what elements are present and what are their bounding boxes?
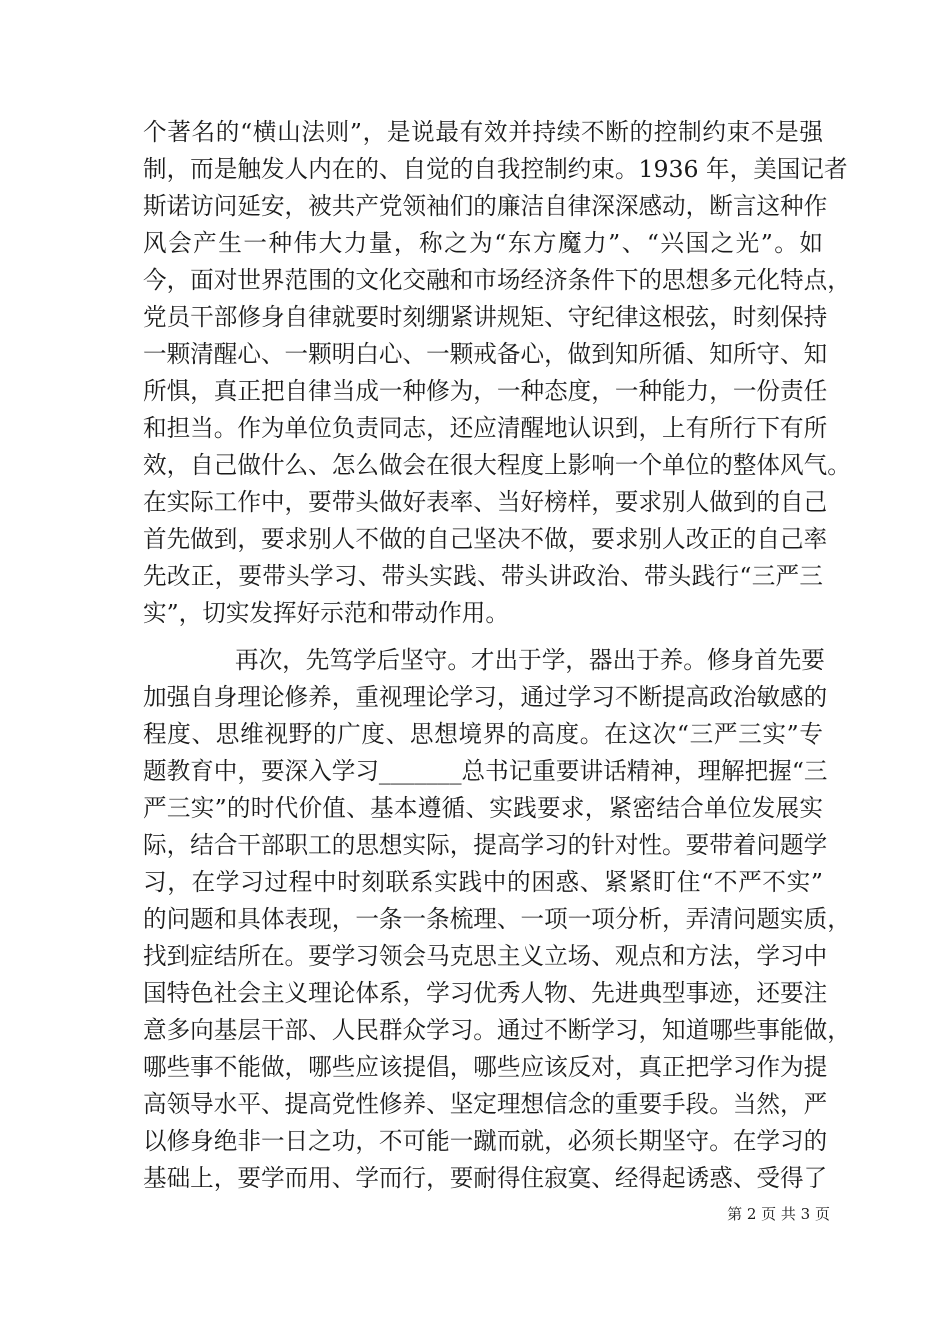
- text-line: 严三实”的时代价值、基本遵循、实践要求，紧密结合单位发展实: [143, 794, 823, 822]
- paragraph-1: [143, 114, 851, 632]
- text-line: 习，在学习过程中时刻联系实践中的困惑、紧紧盯住“不严不实”: [143, 868, 823, 896]
- text-line: 效，自己做什么、怎么做会在很大程度上影响一个单位的整体风气。: [143, 451, 851, 479]
- text-line: 找到症结所在。要学习领会马克思主义立场、观点和方法，学习中: [143, 942, 828, 970]
- text-line: 国特色社会主义理论体系，学习优秀人物、先进典型事迹，还要注: [143, 979, 828, 1007]
- text-line: 制，而是触发人内在的、自觉的自我控制约束。1936 年，美国记者: [143, 155, 848, 183]
- text-line: 基础上，要学而用、学而行，要耐得住寂寞、经得起诱惑、受得了: [143, 1164, 828, 1192]
- text-line: 哪些事不能做，哪些应该提倡，哪些应该反对，真正把学习作为提: [143, 1053, 828, 1081]
- text-line: 程度、思维视野的广度、思想境界的高度。在这次“三严三实”专: [143, 720, 823, 748]
- text-line: 首先做到，要求别人不做的自己坚决不做，要求别人改正的自己率: [143, 525, 828, 553]
- text-line: 个著名的“横山法则”，是说最有效并持续不断的控制约束不是强: [143, 118, 823, 146]
- text-line: 的问题和具体表现，一条一条梳理、一项一项分析，弄清问题实质，: [143, 905, 851, 933]
- text-line: 以修身绝非一日之功，不可能一蹴而就，必须长期坚守。在学习的: [143, 1127, 828, 1155]
- text-line: 再次，先笃学后坚守。才出于学，器出于养。修身首先要: [235, 646, 825, 674]
- text-line: 先改正，要带头学习、带头实践、带头讲政治、带头践行“三严三: [143, 562, 823, 590]
- text-line: 意多向基层干部、人民群众学习。通过不断学习，知道哪些事能做，: [143, 1016, 851, 1044]
- text-line: 所惧，真正把自律当成一种修为，一种态度，一种能力，一份责任: [143, 377, 828, 405]
- text-line: 一颗清醒心、一颗明白心、一颗戒备心，做到知所循、知所守、知: [143, 340, 828, 368]
- text-line: 实”，切实发挥好示范和带动作用。: [143, 599, 509, 627]
- text-line: 题教育中，要深入学习_______总书记重要讲话精神，理解把握“三: [143, 757, 828, 785]
- paragraph-2: [143, 642, 851, 1197]
- text-line: 高领导水平、提高党性修养、坚定理想信念的重要手段。当然，严: [143, 1090, 828, 1118]
- text-line: 和担当。作为单位负责同志，还应清醒地认识到，上有所行下有所: [143, 414, 828, 442]
- text-line: 今，面对世界范围的文化交融和市场经济条件下的思想多元化特点，: [143, 266, 851, 294]
- paragraph-gap: [143, 632, 823, 642]
- text-line: 风会产生一种伟大力量，称之为“东方魔力”、“兴国之光”。如: [143, 229, 823, 257]
- text-line: 加强自身理论修养，重视理论学习，通过学习不断提高政治敏感的: [143, 683, 828, 711]
- text-line: 斯诺访问延安，被共产党领袖们的廉洁自律深深感动，断言这种作: [143, 192, 828, 220]
- page-number-footer: 第 2 页 共 3 页: [727, 1205, 830, 1223]
- text-line: 在实际工作中，要带头做好表率、当好榜样，要求别人做到的自己: [143, 488, 828, 516]
- body-text: [143, 114, 851, 1197]
- text-line: 党员干部修身自律就要时刻绷紧讲规矩、守纪律这根弦，时刻保持: [143, 303, 828, 331]
- text-line: 际，结合干部职工的思想实际，提高学习的针对性。要带着问题学: [143, 831, 828, 859]
